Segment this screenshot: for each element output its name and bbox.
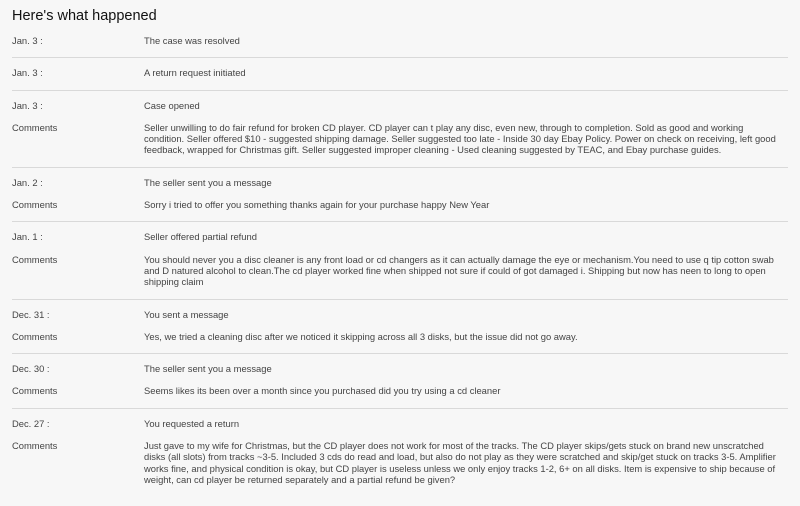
event-date: Jan. 2 : <box>12 176 43 188</box>
event-date: Jan. 3 : <box>12 99 43 111</box>
comment-label: Comments <box>12 121 58 133</box>
event-title: Seller offered partial refund <box>144 231 257 243</box>
event-date: Jan. 3 : <box>12 67 43 79</box>
event-item <box>12 35 788 58</box>
event-item <box>12 418 788 496</box>
comment-text: Yes, we tried a cleaning disc after we noticed it skipping across all 3 disks, but the issue did not go away. <box>144 330 578 342</box>
event-title: Case opened <box>144 99 200 111</box>
event-title: You sent a message <box>144 308 229 320</box>
event-header-row <box>12 177 788 188</box>
event-comment-row <box>12 440 788 485</box>
event-item <box>12 363 788 409</box>
comment-label: Comments <box>12 199 58 211</box>
comment-label: Comments <box>12 385 58 397</box>
event-date: Jan. 3 : <box>12 35 43 46</box>
comment-text: Seller unwilling to do fair refund for broken CD player. CD player can t play any disc, even new, through to completion. Sold as good and working condition. Seller offered $10 - suggested shipping damage. Seller suggested too late - Inside 30 day Ebay Policy. Power on check on receiving, left good feedback, wrapped for Christmas gift. Seller suggested improper cleaning - Used cleaning suggested by TEAC, and Ebay purchase guides. <box>144 121 776 156</box>
comment-text: Just gave to my wife for Christmas, but the CD player does not work for most of the tracks. The CD player skips/gets stuck on brand new unscratched disks (all slots) from tracks ~3-5. Included 3 cds do read and load, but also do not play as they were scratched and skip/get stuck on tracks 3-5. Amplifier works fine, and physical condition is okay, but CD player is useless unless we only enjoy tracks 1-2, 6+ on all disks. Item is expensive to ship because of weight, can cd player be returned separately and a partial refund be given? <box>144 440 776 485</box>
event-comment-row <box>12 254 788 288</box>
event-header-row <box>12 100 788 111</box>
event-title: A return request initiated <box>144 67 246 79</box>
event-header-row <box>12 231 788 242</box>
event-title: The seller sent you a message <box>144 363 272 375</box>
event-title: The case was resolved <box>144 35 240 46</box>
event-header-row <box>12 363 788 374</box>
event-comment-row <box>12 199 788 210</box>
event-title: The seller sent you a message <box>144 176 272 188</box>
event-date: Dec. 27 : <box>12 417 50 429</box>
event-item <box>12 177 788 223</box>
event-header-row <box>12 418 788 429</box>
event-date: Jan. 1 : <box>12 231 43 243</box>
event-item <box>12 67 788 90</box>
comment-label: Comments <box>12 330 58 342</box>
event-header-row <box>12 67 788 78</box>
comment-text: Sorry i tried to offer you something thanks again for your purchase happy New Year <box>144 199 490 211</box>
event-comment-row <box>12 385 788 396</box>
page-title: Here's what happened <box>12 8 157 24</box>
event-date: Dec. 30 : <box>12 363 50 375</box>
comment-text: Seems likes its been over a month since you purchased did you try using a cd cleaner <box>144 385 501 397</box>
comment-text: You should never you a disc cleaner is any front load or cd changers as it can actually damage the eye or mechanism.You need to use q tip cotton swab and D natured alcohol to clean.The cd player worked fine when shipped not sure if could of got damaged i. Shipping but now has neen to long to open shipping claim <box>144 253 774 288</box>
event-item <box>12 100 788 168</box>
comment-label: Comments <box>12 440 58 452</box>
event-header-row <box>12 35 788 46</box>
event-comment-row <box>12 122 788 156</box>
event-date: Dec. 31 : <box>12 308 50 320</box>
event-item <box>12 231 788 299</box>
comment-label: Comments <box>12 253 58 265</box>
event-title: You requested a return <box>144 417 240 429</box>
event-header-row <box>12 309 788 320</box>
event-item <box>12 309 788 355</box>
event-comment-row <box>12 331 788 342</box>
